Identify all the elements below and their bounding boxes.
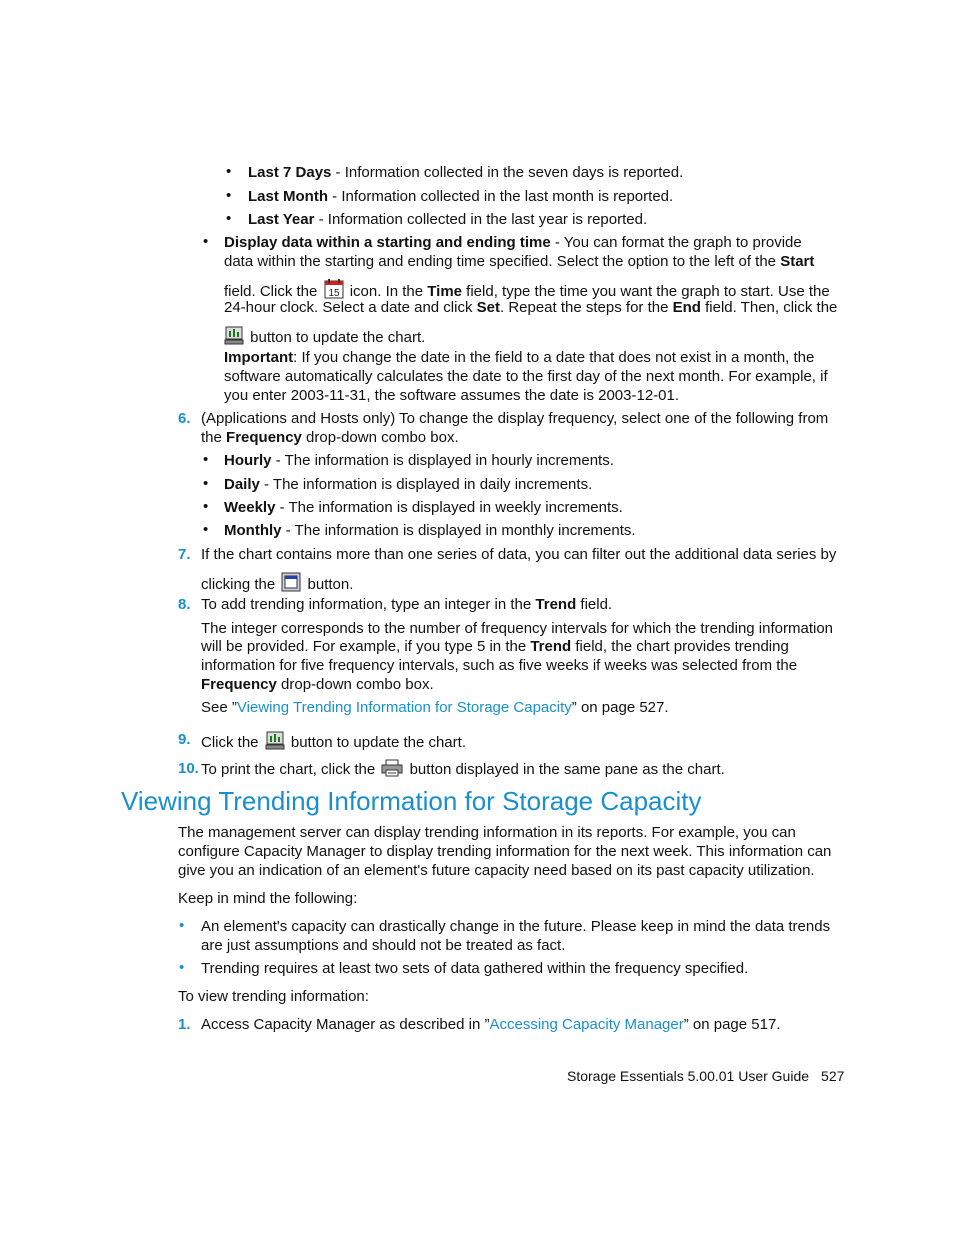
paragraph-line: Access Capacity Manager as described in ”Accessing Capacity Manager” on page 517. (201, 1016, 781, 1033)
step-number: 8. (178, 596, 191, 613)
list-item: Display data within a starting and ending time - You can format the graph to provide (224, 234, 802, 251)
paragraph-line: The integer corresponds to the number of frequency intervals for which the trending information (201, 620, 834, 637)
list-item: Last 7 Days - Information collected in the seven days is reported. (248, 164, 684, 181)
paragraph-line: information for five frequency intervals, such as five weeks if weeks was selected from the (201, 657, 798, 674)
paragraph-line: If the chart contains more than one series of data, you can filter out the additional data series by (201, 546, 837, 563)
list-item: Weekly - The information is displayed in weekly increments. (224, 499, 623, 516)
bullet-dot: • (226, 210, 232, 227)
paragraph-line: The management server can display trending information in its reports. For example, you can (178, 824, 796, 841)
bullet-dot: • (226, 163, 232, 180)
list-item: Daily - The information is displayed in daily increments. (224, 476, 593, 493)
paragraph-line: Keep in mind the following: (178, 890, 358, 907)
page-footer (567, 1067, 844, 1085)
bullet-dot: • (203, 233, 209, 250)
cross-reference-link[interactable]: Accessing Capacity Manager (489, 1016, 684, 1033)
paragraph-line: field. Click the 15 icon. In the Time field, type the time you want the graph to start. Use the (224, 279, 830, 304)
print-icon (381, 759, 403, 782)
paragraph-line: 24-hour clock. Select a date and click Set. Repeat the steps for the End field. Then, click the (224, 299, 838, 316)
section-heading: Viewing Trending Information for Storage Capacity (121, 786, 702, 816)
paragraph-line: Important: If you change the date in the field to a date that does not exist in a month, the (224, 349, 815, 366)
paragraph-line: button to update the chart. (224, 325, 425, 350)
list-item: Last Month - Information collected in the last month is reported. (248, 188, 674, 205)
cross-reference-link[interactable]: Viewing Trending Information for Storage Capacity (236, 699, 572, 716)
page-number: 527 (821, 1068, 845, 1084)
paragraph-line: you enter 2003-11-31, the software assumes the date is 2003-12-01. (224, 387, 680, 404)
paragraph-line: clicking the button. (201, 572, 353, 597)
paragraph-line: To view trending information: (178, 988, 369, 1005)
paragraph-line: data within the starting and ending time specified. Select the option to the left of the Start (224, 253, 815, 270)
list-item: An element's capacity can drastically change in the future. Please keep in mind the data trends (201, 918, 831, 935)
bullet-dot: • (203, 498, 209, 515)
paragraph-line: (Applications and Hosts only) To change the display frequency, select one of the following from (201, 410, 829, 427)
bullet-dot: • (226, 187, 232, 204)
bullet-dot: • (179, 917, 185, 934)
list-item: Hourly - The information is displayed in hourly increments. (224, 452, 614, 469)
update-chart-icon (265, 730, 285, 755)
step-number: 10. (178, 760, 199, 777)
paragraph-line: the Frequency drop-down combo box. (201, 429, 459, 446)
paragraph-line: See ”Viewing Trending Information for Storage Capacity” on page 527. (201, 699, 669, 716)
paragraph-line: Frequency drop-down combo box. (201, 676, 434, 693)
bullet-dot: • (203, 521, 209, 538)
step-number: 7. (178, 546, 191, 563)
svg-text:15: 15 (327, 288, 340, 299)
paragraph-line: To add trending information, type an integer in the Trend field. (201, 596, 613, 613)
series-filter-icon (281, 572, 301, 597)
paragraph-line: configure Capacity Manager to display trending information for the next week. This information can (178, 843, 832, 860)
list-item: Monthly - The information is displayed in monthly increments. (224, 522, 636, 539)
bullet-dot: • (179, 959, 185, 976)
step-number: 6. (178, 410, 191, 427)
bullet-dot: • (203, 451, 209, 468)
paragraph-line: give you an indication of an element's future capacity need based on its past capacity utilization. (178, 862, 815, 879)
paragraph-line: are just assumptions and should not be treated as fact. (201, 937, 566, 954)
paragraph-line: will be provided. For example, if you type 5 in the Trend field, the chart provides trending (201, 638, 789, 655)
list-item: Last Year - Information collected in the last year is reported. (248, 211, 648, 228)
bullet-dot: • (203, 475, 209, 492)
update-chart-icon (224, 325, 244, 350)
step-number: 9. (178, 731, 191, 748)
guide-title: Storage Essentials 5.00.01 User Guide (567, 1068, 810, 1084)
paragraph-line: To print the chart, click the button displayed in the same pane as the chart. (201, 759, 725, 782)
list-item: Trending requires at least two sets of data gathered within the frequency specified. (201, 960, 749, 977)
paragraph-line: software automatically calculates the date to the first day of the next month. For example, if (224, 368, 828, 385)
paragraph-line: Click the button to update the chart. (201, 730, 466, 755)
step-number: 1. (178, 1016, 191, 1033)
